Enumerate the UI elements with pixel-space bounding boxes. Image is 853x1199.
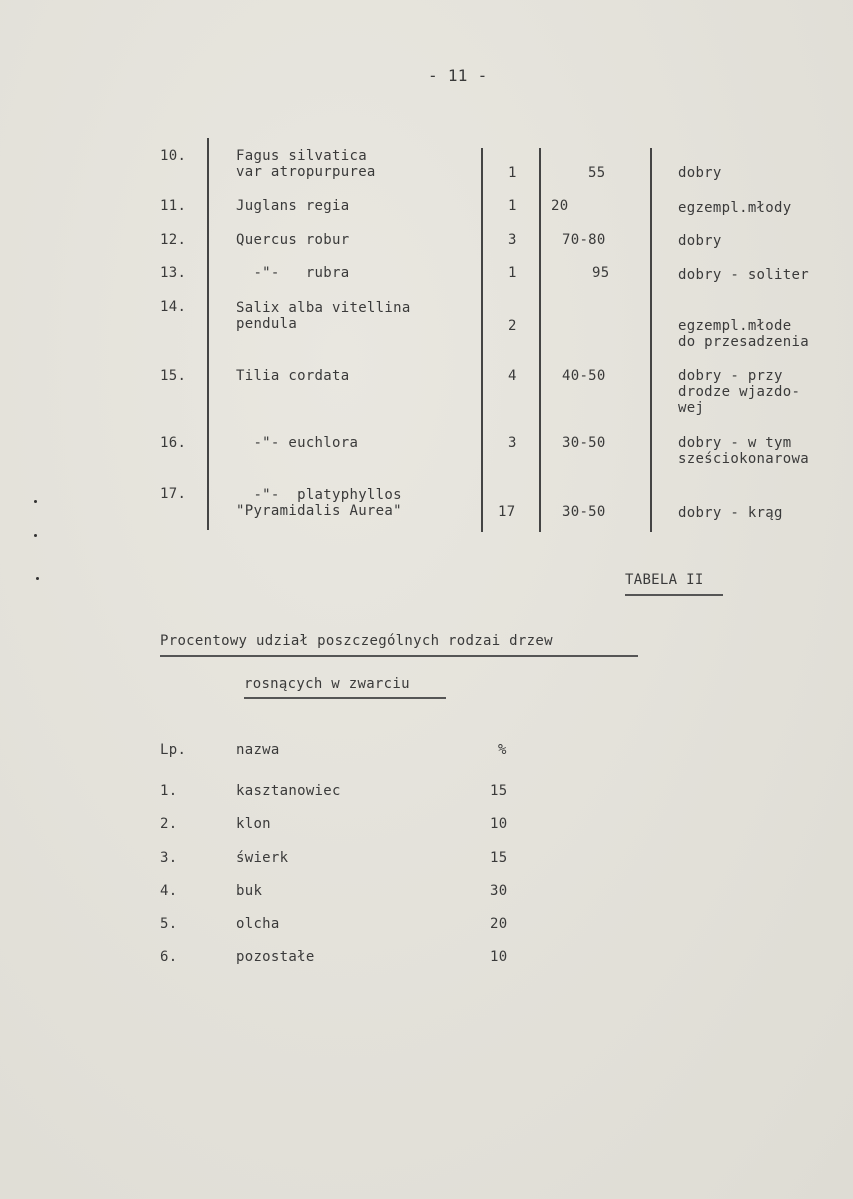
percent: 10 [490,949,508,965]
tree-name: klon [236,816,271,832]
note: egzempl.młody [678,200,792,216]
table-label: TABELA II [625,572,704,588]
row-number: 1. [160,783,178,799]
margin-speck [36,577,39,580]
margin-speck [34,534,37,537]
tree-name: kasztanowiec [236,783,341,799]
underline [244,697,446,699]
tree-name: buk [236,883,263,899]
note-cont: drodze wjazdo- [678,384,801,400]
row-number: 14. [160,299,187,315]
species-name: -"- platyphyllos [236,487,402,503]
table-divider [207,138,209,530]
size: 20 [551,198,569,214]
row-number: 6. [160,949,178,965]
percent: 10 [490,816,508,832]
quantity: 2 [508,318,517,334]
row-number: 2. [160,816,178,832]
tree-name: świerk [236,850,289,866]
table-divider [539,148,541,532]
row-number: 11. [160,198,187,214]
species-name: Salix alba vitellina [236,300,411,316]
species-name: Tilia cordata [236,368,350,384]
quantity: 1 [508,165,517,181]
quantity: 1 [508,198,517,214]
species-name: Quercus robur [236,232,350,248]
quantity: 17 [498,504,516,520]
page-number: - 11 - [428,66,488,85]
column-header-lp: Lp. [160,742,187,758]
size: 40-50 [562,368,606,384]
species-name: Juglans regia [236,198,350,214]
note: dobry - soliter [678,267,809,283]
percent: 30 [490,883,508,899]
size: 95 [592,265,610,281]
size: 30-50 [562,435,606,451]
row-number: 13. [160,265,187,281]
percent: 15 [490,783,508,799]
note-cont: do przesadzenia [678,334,809,350]
quantity: 1 [508,265,517,281]
row-number: 10. [160,148,187,164]
species-name: -"- rubra [236,265,350,281]
quantity: 4 [508,368,517,384]
species-name: -"- euchlora [236,435,359,451]
column-header-name: nazwa [236,742,280,758]
table-divider [481,148,483,532]
species-name-cont: "Pyramidalis Aurea" [236,503,402,519]
section-heading: Procentowy udział poszczególnych rodzai drzew [160,633,553,649]
note: dobry [678,165,722,181]
percent: 15 [490,850,508,866]
note: egzempl.młode [678,318,792,334]
row-number: 15. [160,368,187,384]
row-number: 4. [160,883,178,899]
size: 30-50 [562,504,606,520]
margin-speck [34,500,37,503]
table-divider [650,148,652,532]
note: dobry [678,233,722,249]
row-number: 12. [160,232,187,248]
species-name: Fagus silvatica [236,148,367,164]
size: 55 [588,165,606,181]
underline [160,655,638,657]
note: dobry - w tym [678,435,792,451]
note-cont: sześciokonarowa [678,451,809,467]
note: dobry - krąg [678,505,783,521]
row-number: 16. [160,435,187,451]
row-number: 5. [160,916,178,932]
section-heading-cont: rosnących w zwarciu [244,676,410,692]
species-name-cont: pendula [236,316,298,332]
size: 70-80 [562,232,606,248]
row-number: 17. [160,486,187,502]
note: dobry - przy [678,368,783,384]
species-name-cont: var atropurpurea [236,164,376,180]
tree-name: olcha [236,916,280,932]
tree-name: pozostałe [236,949,315,965]
column-header-percent: % [498,742,507,758]
underline [625,594,723,596]
row-number: 3. [160,850,178,866]
note-cont: wej [678,400,705,416]
percent: 20 [490,916,508,932]
quantity: 3 [508,232,517,248]
quantity: 3 [508,435,517,451]
